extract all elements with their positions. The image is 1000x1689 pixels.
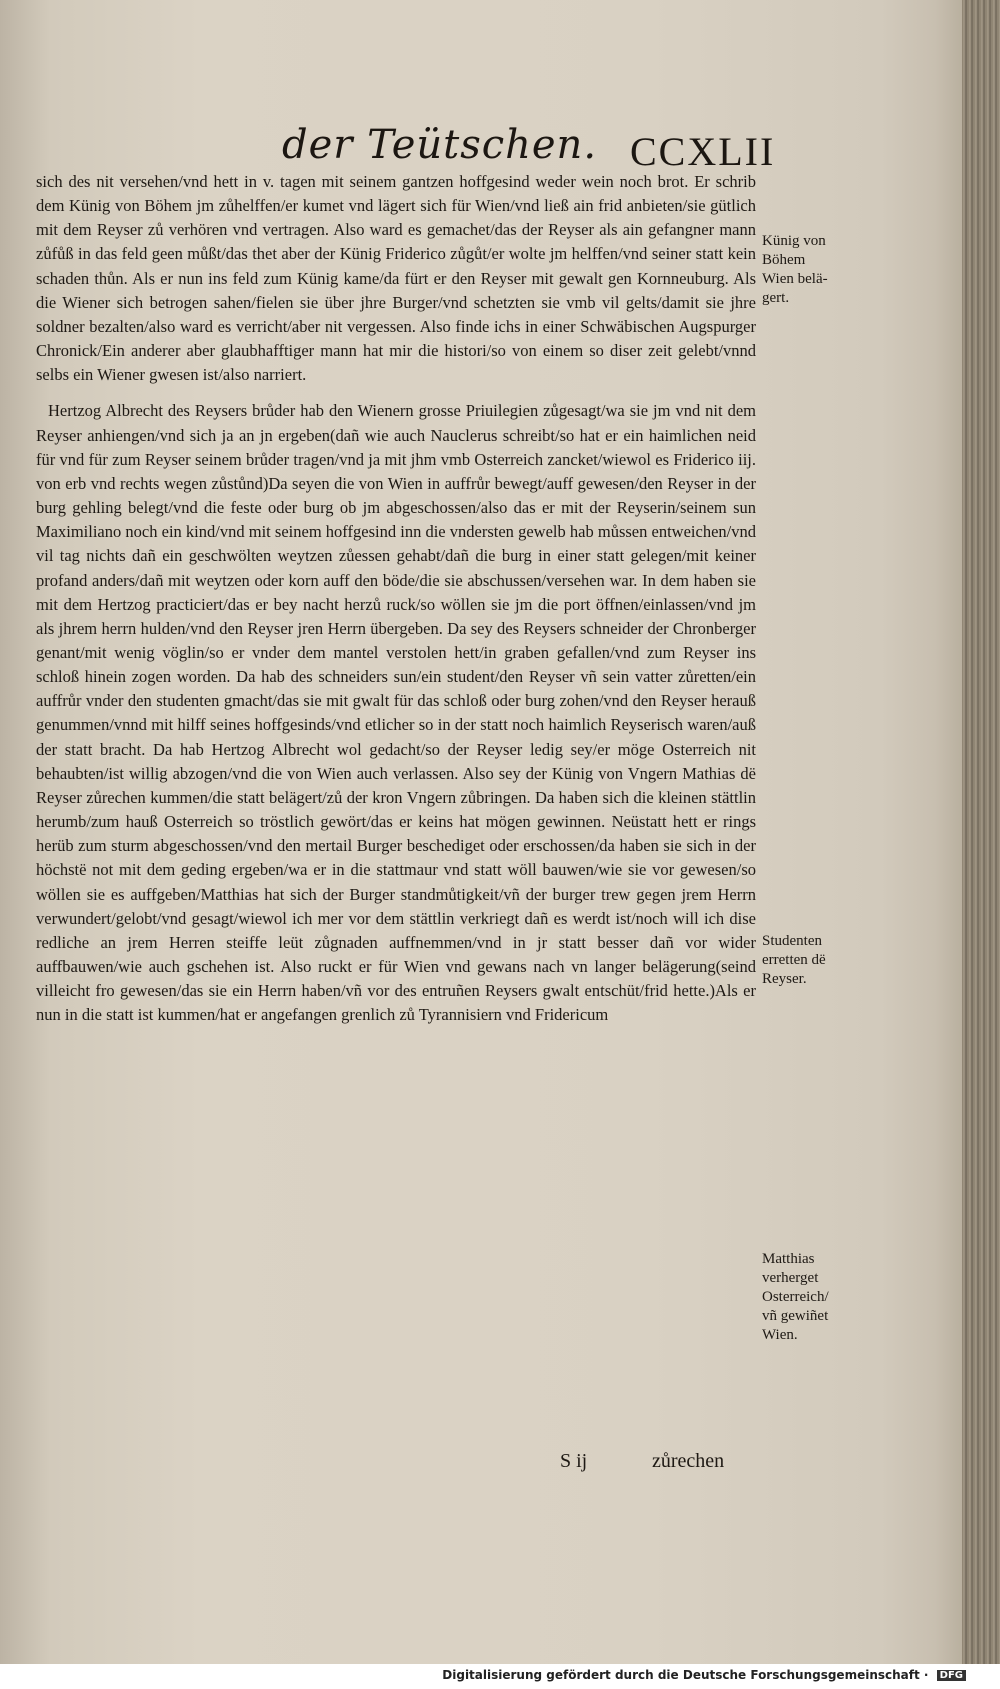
main-text-block bbox=[36, 170, 756, 1027]
marginal-note-line: Wien. bbox=[762, 1327, 798, 1343]
marginal-note-line: verherget bbox=[762, 1270, 819, 1286]
marginal-note-line: Reyser. bbox=[762, 971, 807, 987]
running-head: der Teütschen. bbox=[282, 122, 598, 168]
marginal-note-line: Wien belä- bbox=[762, 271, 828, 287]
marginal-note-1 bbox=[762, 232, 882, 308]
folio-number: CCXLII bbox=[630, 129, 776, 174]
signature-mark: S ij bbox=[560, 1450, 588, 1472]
marginal-note-line: gert. bbox=[762, 290, 790, 306]
marginal-note-3 bbox=[762, 1250, 882, 1345]
marginal-note-line: Studenten bbox=[762, 933, 822, 949]
marginal-note-2 bbox=[762, 932, 882, 989]
dfg-logo: DFG bbox=[937, 1670, 966, 1681]
page-stack-edge bbox=[962, 0, 1000, 1664]
marginal-note-line: Matthias bbox=[762, 1251, 815, 1267]
marginal-note-line: Böhem bbox=[762, 252, 806, 268]
digitization-credit bbox=[442, 1668, 966, 1682]
catchword: zůrechen bbox=[652, 1450, 725, 1472]
paragraph-2: Hertzog Albrecht des Reysers brůder hab den Wienern grosse Priuilegien zůgesagt/wa sie jm vnd nit dem Reyser anhiengen/vnd sich ja an jn ergeben(dañ wie auch Nauclerus schreibt/so hat er ein haimlichen neid für vnd für zum Reyser seinem brůder tragen/vnd ja mit jhm vmb Osterreich zancket/wiewol es Friderico iij. von erb vnd rechts wegen zůstůnd)Da seyen die von Wien in auffrůr bewegt/auff gewesen/den Reyser in der burg gehling belegt/vnd die feste oder burg ob jm abgeschossen/also das er mit der Reyserin/seinem sun Maximiliano noch ein kind/vnd mit seinem hoffgesind inn die vndersten gewelb hab můssen entweichen/vnd vil tag nichts dañ ein geschwölten weytzen zůessen gehabt/dañ die burg in einer statt gelegen/mit keiner profand anders/dañ mit weytzen oder korn auff den böde/die sie abschussen/versehen war. In dem haben sie mit dem Hertzog practiciert/das er bey nacht herzů ruck/so wöllen sie jm die port öffnen/einlassen/vnd jm als jhrem herrn hulden/vnd den Reyser jren Herrn übergeben. Da sey des Reysers schneider der Chronberger genant/mit wenig vöglin/so er vnder dem mantel verstolen hett/in graben gefallen/vnd zum Reyser ins schloß hinein zogen worden. Da hab des schneiders sun/ein student/den Reyser vñ sein vatter zůretten/ein auffrůr vnder den studenten gmacht/das sie mit gwalt für das schloß oder burg zohen/vnd den Reyser herauß genummen/vnnd mit hilff seines hoffgesinds/vnd etlicher so in der statt noch haimlich Reyserisch waren/auß der statt bracht. Da hab Hertzog Albrecht wol gedacht/so der Reyser ledig sey/er möge Osterreich nit behaubten/ist willig abzogen/vnd die von Wien auch verlassen. Also sey der Künig von Vngern Mathias dë Reyser zůrechen kummen/die statt belägert/zů der kron Vngern zůbringen. Da haben sich die kleinen stättlin herumb/zum hauß Osterreich so tröstlich gewört/das er keins hat mögen gewinnen. Neüstatt hett er rings herüb zum sturm abgeschossen/vnd den mertail Burger beschediget oder erschossen/da haben sie sich in der höchstë not mit dem geding ergeben/wa er in die stattmaur vnd statt wöll bauwen/wie sie vor gewesen/so wöllen sie es auffgeben/Matthias hat sich der Burger standmůtigkeit/vñ der burger trew gegen jrem Herrn verwundert/gelobt/vnd gesagt/wiewol ich mer vor dem stättlin verkriegt dañ es werdt ist/noch will ich dise redliche an jrem Herren steiffe leüt zůgnaden auffnemmen/vnd in jr statt besser dañ vor wider auffbauwen/wie auch gschehen ist. Also ruckt er für Wien vnd gewans nach vn langer belägerung(seind villeicht fro gewesen/das sie ein Herrn haben/vñ vor des entruñen Reysers gwalt entschüt/frid hette.)Als er nun in die statt ist kummen/hat er angefangen grenlich zů Tyrannisiern vnd Fridericum bbox=[36, 401, 756, 1025]
paragraph-1: sich des nit versehen/vnd hett in v. tagen mit seinem gantzen hoffgesind weder wein noch brot. Er schrib dem Künig von Böhem jm zůhelffen/er kumet vnd lägert sich für Wien/vnd ließ ain frid anbieten/sie gütlich mit dem Reyser zů verhören vnd vertragen. Also ward es gemachet/das der Reyser als ain gefangner mann zůfůß in das feld geen můßt/das thet aber der Künig Friderico zůgůt/er wolte jm helffen/vnd seiner statt kein schaden thůn. Als er nun ins feld zum Künig kame/da fürt er den Reyser mit gewalt gen Kornneuburg. Als die Wiener sich betrogen sahen/fielen sie über jhre Burger/vnd schetzten sie vmb vil gelts/damit sie jhre soldner bezalten/also ward es verricht/aber nit vergessen. Also finde ichs in einer Schwäbischen Augspurger Chronick/Ein anderer aber glaubhafftiger mann hat mir die histori/so von einem so diser zeit gelebt/vnnd selbs ein Wiener gwesen ist/also narriert. bbox=[36, 172, 756, 385]
marginal-note-line: Künig von bbox=[762, 233, 826, 249]
marginal-note-line: Osterreich/ bbox=[762, 1289, 829, 1305]
marginal-note-line: vñ gewiñet bbox=[762, 1308, 829, 1324]
credit-text: Digitalisierung gefördert durch die Deutsche Forschungsgemeinschaft · bbox=[442, 1668, 929, 1682]
marginal-note-line: erretten dë bbox=[762, 952, 826, 968]
